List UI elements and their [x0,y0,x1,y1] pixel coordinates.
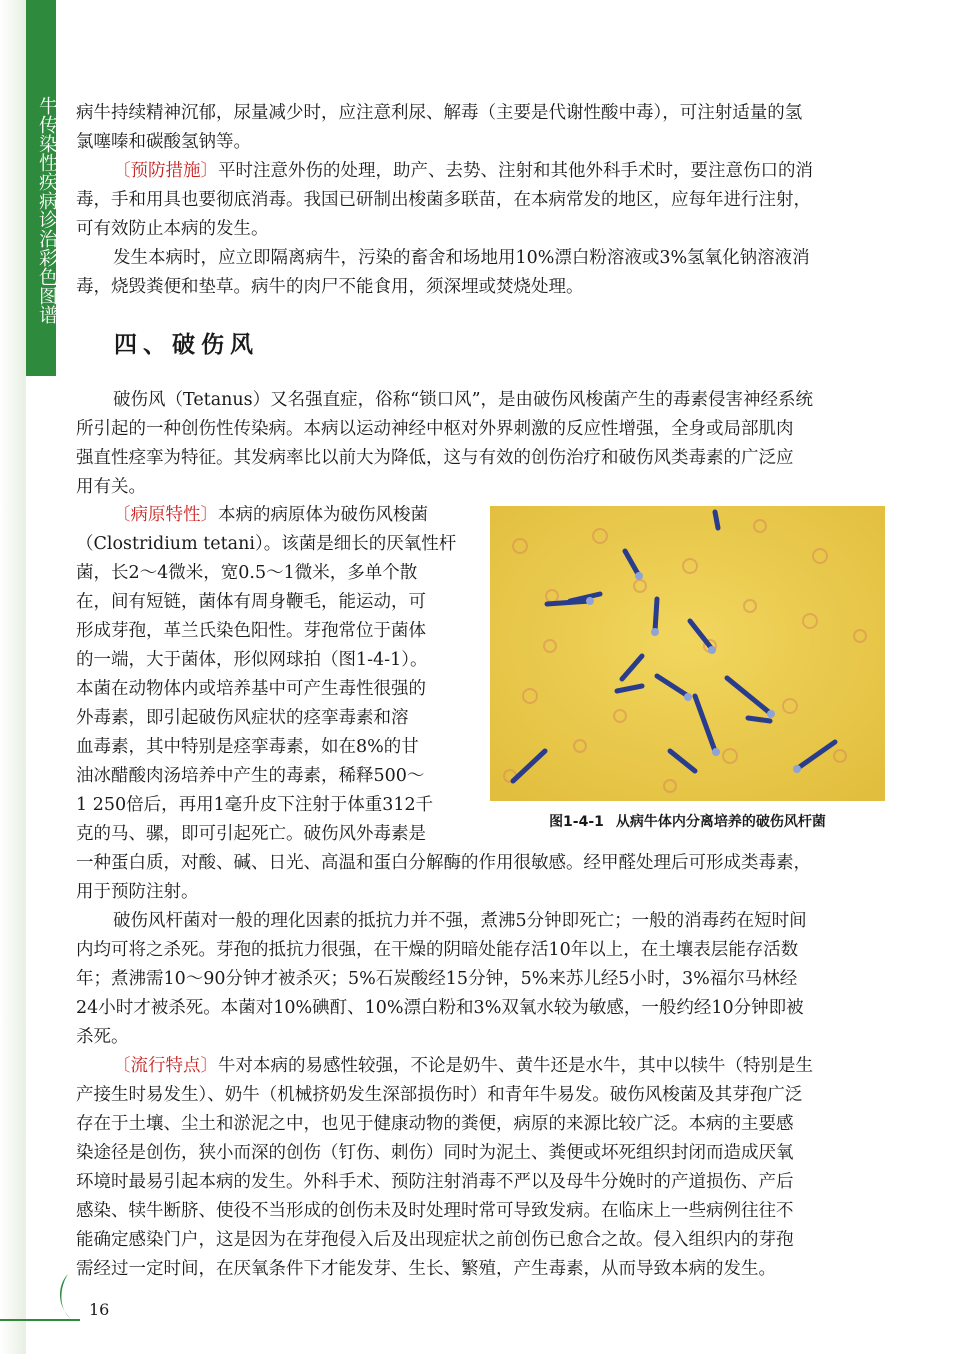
text-line [76,501,470,530]
text-line: 年；煮沸需10～90分钟才被杀灭；5%石炭酸经15分钟，5%来苏儿经5小时，3%福尔马林经 [76,969,798,989]
text-line: 用于预防注射。 [76,882,199,902]
sidebar-tab [26,0,56,376]
text-line: 环境时最易引起本病的发生。外科手术、预防注射消毒不严以及母牛分娩时的产道损伤、产后 [76,1172,794,1192]
text-line: 本病的病原体为破伤风梭菌 [218,505,428,525]
text-line: 破伤风杆菌对一般的理化因素的抵抗力并不强，煮沸5分钟即死亡；一般的消毒药在短时间 [113,911,807,931]
text-line: 菌，长2～4微米，宽0.5～1微米，多单个散 [76,563,418,583]
pathogen-section [76,501,470,849]
text-line: 病牛持续精神沉郁，尿量减少时，应注意利尿、解毒（主要是代谢性酸中毒），可注射适量的氢 [76,103,803,123]
text-line: 可有效防止本病的发生。 [76,219,269,239]
text-line: 所引起的一种创伤性传染病。本病以运动神经中枢对外界刺激的反应性增强，全身或局部肌肉 [76,419,794,439]
text-line: 破伤风（Tetanus）又名强直症，俗称“锁口风”，是由破伤风梭菌产生的毒素侵害神经系统 [113,390,814,410]
text-line: （Clostridium tetani）。该菌是细长的厌氧性杆 [76,534,457,554]
sidebar-book-title: 牛传染性疾病诊治彩色图谱 [36,96,58,324]
text-line: 能确定感染门户，这是因为在芽孢侵入后及出现症状之前创伤已愈合之故。侵入组织内的芽孢 [76,1230,794,1250]
text-line: 内均可将之杀死。芽孢的抵抗力很强，在干燥的阴暗处能存活10年以上，在土壤表层能存活数 [76,940,799,960]
prevention-tag: 〔预防措施〕 [113,161,218,181]
text-line: 用有关。 [76,477,146,497]
text-line: 感染、犊牛断脐、使役不当形成的创伤未及时处理时常可导致发病。在临床上一些病例往往不 [76,1201,794,1221]
text-line [76,157,884,186]
text-line: 氯噻嗪和碳酸氢钠等。 [76,132,251,152]
text-line: 牛对本病的易感性较强，不论是奶牛、黄牛还是水牛，其中以犊牛（特别是生 [218,1056,813,1076]
leaf-decoration-icon [0,1270,90,1330]
text-line [76,1052,884,1081]
text-line: 发生本病时，应立即隔离病牛，污染的畜舍和场地用10%漂白粉溶液或3%氢氧化钠溶液消 [113,248,810,268]
section-heading: 四、破伤风 [114,332,259,358]
text-line: 强直性痉挛为特征。其发病率比以前大为降低，这与有效的创伤治疗和破伤风类毒素的广泛应 [76,448,794,468]
intro-paragraph [76,99,884,157]
text-line: 24小时才被杀死。本菌对10%碘酊、10%漂白粉和3%双氧水较为敏感，一般约经10分钟即被 [76,998,804,1018]
tetanus-intro [76,386,884,502]
side-margin-strip [0,0,26,1354]
text-line: 一种蛋白质，对酸、碱、日光、高温和蛋白分解酶的作用很敏感。经甲醛处理后可形成类毒素， [76,853,811,873]
figure-number: 图1-4-1 [549,814,604,830]
text-line: 的一端，大于菌体，形似网球拍（图1-4-1）。 [76,650,428,670]
figure-caption-text: 从病牛体内分离培养的破伤风杆菌 [615,814,826,830]
text-line: 平时注意外伤的处理，助产、去势、注射和其他外科手术时，要注意伤口的消 [218,161,813,181]
micrograph-figure [490,506,885,801]
text-line: 形成芽孢，革兰氏染色阳性。芽孢常位于菌体 [76,621,426,641]
pathogen-tag: 〔病原特性〕 [113,505,218,525]
text-line: 杀死。 [76,1027,129,1047]
prevention-section [76,157,884,302]
text-line: 毒，手和用具也要彻底消毒。我国已研制出梭菌多联苗，在本病常发的地区，应每年进行注射， [76,190,811,210]
text-line: 本菌在动物体内或培养基中可产生毒性很强的 [76,679,426,699]
text-line: 染途径是创伤，狭小而深的创伤（钉伤、刺伤）同时为泥土、粪便或坏死组织封闭而造成厌氧 [76,1143,794,1163]
figure-caption [490,811,885,831]
resistance-paragraph [76,907,884,1052]
epidemiology-section [76,1052,884,1284]
text-line: 血毒素，其中特别是痉挛毒素，如在8%的甘 [76,737,419,757]
text-line: 产接生时易发生）、奶牛（机械挤奶发生深部损伤时）和青年牛易发。破伤风梭菌及其芽孢广泛 [76,1085,803,1105]
text-line: 克的马、骡，即可引起死亡。破伤风外毒素是 [76,824,426,844]
text-line: 毒，烧毁粪便和垫草。病牛的肉尸不能食用，须深埋或焚烧处理。 [76,277,584,297]
text-line: 1 250倍后，再用1毫升皮下注射于体重312千 [76,795,434,815]
text-line: 油冰醋酸肉汤培养中产生的毒素，稀释500～ [76,766,425,786]
text-line: 外毒素，即引起破伤风症状的痉挛毒素和溶 [76,708,409,728]
page-number: 16 [89,1300,110,1319]
text-line: 存在于土壤、尘土和淤泥之中，也见于健康动物的粪便，病原的来源比较广泛。本病的主要感 [76,1114,794,1134]
text-line: 需经过一定时间，在厌氧条件下才能发芽、生长、繁殖，产生毒素，从而导致本病的发生。 [76,1259,776,1279]
pathogen-continued [76,849,884,907]
text-line: 在，间有短链，菌体有周身鞭毛，能运动，可 [76,592,426,612]
micrograph-image [490,506,885,801]
epidemiology-tag: 〔流行特点〕 [113,1056,218,1076]
